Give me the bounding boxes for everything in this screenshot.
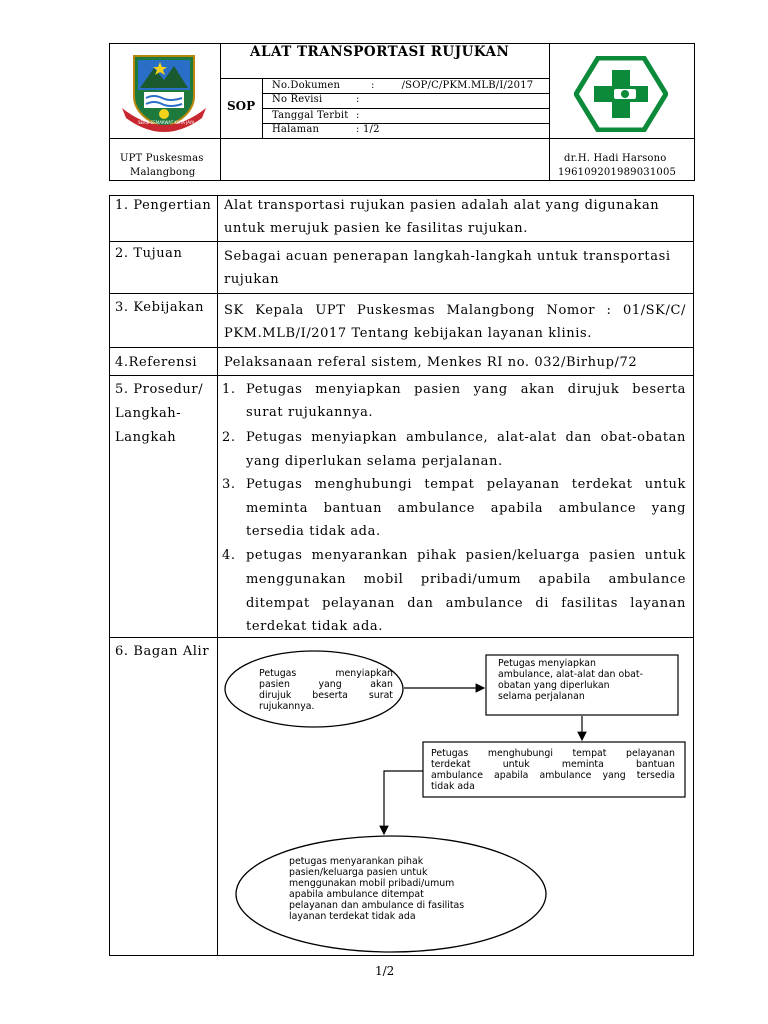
- step-line: Petugas menyiapkan pasien yang akan dirujuk beserta: [246, 382, 686, 397]
- flow-node4-line: pelayanan dan ambulance di fasilitas: [289, 900, 465, 911]
- flow-node4-line: menggunakan mobil pribadi/umum: [289, 878, 455, 889]
- page-number: 1/2: [375, 964, 395, 978]
- referensi-text: Pelaksanaan referal sistem, Menkes RI no. 032/Birhup/72: [224, 355, 638, 370]
- flow-node3-line: terdekat untuk meminta bantuan: [431, 759, 675, 770]
- step-number: 3.: [222, 477, 236, 492]
- flow-node4-line: layanan terdekat tidak ada: [289, 911, 416, 922]
- prosedur-label-line1: 5. Prosedur/: [115, 382, 204, 397]
- flow-node1-line: Petugas menyiapkan: [259, 668, 393, 679]
- flow-node2-line: ambulance, alat-alat dan obat-: [498, 669, 643, 680]
- head-name: dr.H. Hadi Harsono: [564, 153, 667, 164]
- kebijakan-label: 3. Kebijakan: [115, 300, 205, 315]
- step-line: Petugas menyiapkan ambulance, alat-alat dan obat-obatan: [246, 430, 686, 445]
- step-line: yang diperlukan selama perjalanan.: [246, 454, 503, 469]
- org-name-line2: Malangbong: [130, 167, 196, 178]
- revision-label: No Revisi: [272, 94, 323, 105]
- step-line: meminta bantuan ambulance apabila ambulance yang: [246, 501, 686, 516]
- flow-node1-line: rujukannya.: [259, 701, 315, 712]
- crest-banner-text: SEKSI SEMARWAT KOTA JAYA: [138, 120, 195, 125]
- tujuan-text-line1: Sebagai acuan penerapan langkah-langkah untuk transportasi: [224, 249, 671, 264]
- tujuan-text-line2: rujukan: [224, 272, 280, 287]
- step-number: 1.: [222, 382, 236, 397]
- flow-node1-line: dirujuk beserta surat: [259, 690, 393, 701]
- issue-date-label: Tanggal Terbit: [272, 110, 349, 121]
- prosedur-label-line2: Langkah-: [115, 406, 182, 421]
- flow-node4-line: apabila ambulance ditempat: [289, 889, 424, 900]
- flow-node3-line: tidak ada: [431, 781, 475, 792]
- flow-node4-line: pasien/keluarga pasien untuk: [289, 867, 428, 878]
- sop-title: ALAT TRANSPORTASI RUJUKAN: [250, 44, 510, 60]
- step-number: 2.: [222, 430, 236, 445]
- org-name-line1: UPT Puskesmas: [120, 153, 204, 164]
- kebijakan-text-line2: PKM.MLB/I/2017 Tentang kebijakan layanan klinis.: [224, 326, 592, 341]
- flow-node3-line: ambulance apabila ambulance yang tersedia: [431, 770, 675, 781]
- bagan-label: 6. Bagan Alir: [115, 644, 210, 659]
- referensi-label: 4.Referensi: [115, 355, 198, 370]
- issue-date-value: :: [356, 110, 360, 121]
- step-line: petugas menyarankan pihak pasien/keluarga pasien untuk: [246, 548, 686, 563]
- flow-node2-line: Petugas menyiapkan: [498, 658, 596, 669]
- revision-value: :: [356, 94, 360, 105]
- step-line: tersedia tidak ada.: [246, 524, 381, 539]
- pengertian-text-line1: Alat transportasi rujukan pasien adalah alat yang digunakan: [224, 198, 660, 213]
- step-line: menggunakan mobil pribadi/umum apabila ambulance: [246, 572, 686, 587]
- page-label: Halaman: [272, 124, 320, 135]
- step-line: ditempat pelayanan dan ambulance di fasilitas layanan: [246, 596, 686, 611]
- step-line: terdekat tidak ada.: [246, 619, 383, 634]
- head-nip: 196109201989031005: [558, 167, 677, 178]
- kebijakan-text-line1: SK Kepala UPT Puskesmas Malangbong Nomor : 01/SK/C/: [224, 303, 686, 318]
- page-value: : 1/2: [356, 124, 380, 135]
- flow-node2-line: obatan yang diperlukan: [498, 680, 610, 691]
- step-line: surat rujukannya.: [246, 405, 374, 420]
- pengertian-label: 1. Pengertian: [115, 198, 212, 213]
- sop-label: SOP: [227, 99, 256, 113]
- step-line: Petugas menghubungi tempat pelayanan terdekat untuk: [246, 477, 686, 492]
- flow-node4-line: petugas menyarankan pihak: [289, 856, 424, 867]
- step-number: 4.: [222, 548, 236, 563]
- doc-number-label: No.Dokumen: [272, 80, 341, 91]
- puskesmas-logo: [574, 56, 668, 132]
- pengertian-text-line2: untuk merujuk pasien ke fasilitas rujukan.: [224, 221, 528, 236]
- doc-number-value: : /SOP/C/PKM.MLB/I/2017: [371, 80, 534, 91]
- flow-node3-line: Petugas menghubungi tempat pelayanan: [431, 748, 675, 759]
- flow-node1-line: pasien yang akan: [259, 679, 393, 690]
- tujuan-label: 2. Tujuan: [115, 246, 183, 261]
- prosedur-label-line3: Langkah: [115, 430, 177, 445]
- regency-crest-logo: [120, 50, 208, 134]
- flow-node2-line: selama perjalanan: [498, 691, 585, 702]
